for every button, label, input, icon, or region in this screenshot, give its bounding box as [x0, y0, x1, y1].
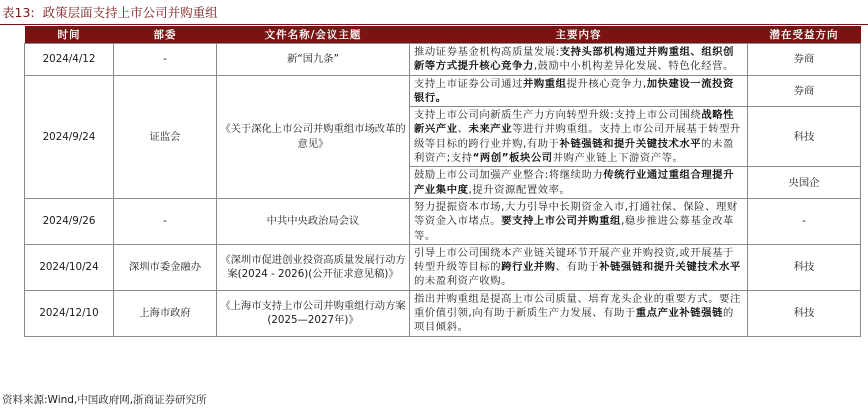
highlight-text: “两创”板块公司 — [472, 152, 553, 165]
table-row — [25, 244, 861, 290]
policy-table — [24, 26, 861, 337]
row-beneficiary: 券商 — [748, 44, 861, 76]
content-text: ,鼓励中小机构差异化发展、特色化经营。 — [533, 60, 734, 73]
content-text: 并购产业链上下游资产等。 — [552, 152, 684, 165]
row-content — [410, 244, 748, 290]
content-text: 鼓励上市公司加强产业整合:将继续助力 — [414, 169, 604, 182]
row-ministry: - — [114, 198, 217, 244]
header-document: 文件名称/会议主题 — [217, 26, 410, 44]
row-beneficiary: 央国企 — [748, 167, 861, 199]
row-beneficiary: 科技 — [748, 107, 861, 167]
content-text: 引导上市公司围绕本产业链关键环节开展产业并购投资,或开展基于转型升级等目标的 — [414, 246, 734, 274]
row-date: 2024/10/24 — [25, 244, 114, 290]
row-content — [410, 198, 748, 244]
highlight-text: 补链强链和提升关键技术水平 — [559, 137, 702, 150]
content-text: 的未盈利资产收购。 — [414, 275, 513, 288]
content-text: ,稳步推进公募基金改革等。 — [414, 215, 734, 242]
content-text: 等进行并购重组。支持上市公司开展基于转型升级等目标的跨行业并购,有助于 — [414, 123, 741, 150]
highlight-text: 补链强链和提升关键技术水平 — [599, 261, 741, 274]
highlight-text: 要支持上市公司并购重组 — [501, 215, 622, 228]
row-date: 2024/9/24 — [25, 75, 114, 198]
header-date: 时间 — [25, 26, 114, 44]
highlight-text: 支持头部机构通过并购重组、组织创新等方式提升核心竞争力 — [414, 46, 735, 73]
header-ministry: 部委 — [114, 26, 217, 44]
row-document: 《深圳市促进创业投资高质量发展行动方案(2024 - 2026)(公开征求意见稿)》 — [217, 244, 410, 290]
content-text: ,提升资源配置效率。 — [468, 183, 571, 196]
row-content — [410, 290, 748, 336]
highlight-text: 未来产业 — [468, 123, 513, 136]
row-document: 新“国九条” — [217, 44, 410, 76]
highlight-text: 战略性新兴产业 — [414, 109, 735, 136]
content-text: 的项目倾斜。 — [414, 307, 734, 334]
content-text: 、 — [457, 123, 469, 136]
highlight-text: 重点产业补链强链 — [635, 307, 723, 320]
header-beneficiary: 潜在受益方向 — [748, 26, 861, 44]
table-row — [25, 290, 861, 336]
highlight-text: 传统行业通过重组合理提升产业集中度 — [414, 169, 735, 196]
content-text: 的未盈利资产;支持 — [414, 137, 734, 165]
table-body — [25, 44, 861, 337]
caption-rule — [0, 24, 868, 25]
row-beneficiary: - — [748, 198, 861, 244]
row-beneficiary: 科技 — [748, 290, 861, 336]
highlight-text: 并购重组 — [522, 77, 567, 90]
content-text: 支持上市证券公司通过 — [414, 77, 523, 90]
row-ministry: 上海市政府 — [114, 290, 217, 336]
table-row — [25, 198, 861, 244]
source-note: 资料来源:Wind,中国政府网,浙商证券研究所 — [2, 394, 207, 406]
table-title: 政策层面支持上市公司并购重组 — [42, 5, 218, 20]
row-beneficiary: 科技 — [748, 244, 861, 290]
row-ministry: - — [114, 44, 217, 76]
row-date: 2024/12/10 — [25, 290, 114, 336]
highlight-text: 加快建设一流投资银行。 — [414, 77, 734, 104]
content-text: 支持上市公司向新质生产力方向转型升级:支持上市公司围绕 — [414, 109, 702, 122]
content-text: 推动证券基金机构高质量发展: — [414, 46, 560, 58]
table-caption — [2, 4, 218, 22]
row-content — [410, 44, 748, 76]
row-date: 2024/4/12 — [25, 44, 114, 76]
row-document: 中共中央政治局会议 — [217, 198, 410, 244]
header-row — [25, 26, 861, 44]
row-content — [410, 167, 748, 199]
highlight-text: 跨行业并购 — [501, 261, 556, 274]
table-number: 表13: — [2, 5, 35, 20]
content-text: 提升核心竞争力, — [566, 77, 647, 90]
content-text: 努力提振资本市场,大力引导中长期资金入市,打通社保、保险、理财等资金入市堵点。 — [414, 200, 738, 228]
row-beneficiary: 券商 — [748, 75, 861, 107]
table-row — [25, 44, 861, 76]
row-ministry: 深圳市委金融办 — [114, 244, 217, 290]
row-document: 《上海市支持上市公司并购重组行动方案(2025—2027年)》 — [217, 290, 410, 336]
content-text: 指出并购重组是提高上市公司质量、培育龙头企业的重要方式。要注重价值引领,向有助于新质生产力发展、有助于 — [414, 292, 741, 320]
row-document: 《关于深化上市公司并购重组市场改革的意见》 — [217, 75, 410, 198]
row-content — [410, 75, 748, 107]
row-content — [410, 107, 748, 167]
row-date: 2024/9/26 — [25, 198, 114, 244]
row-ministry: 证监会 — [114, 75, 217, 198]
table-row — [25, 75, 861, 107]
header-content: 主要内容 — [410, 26, 748, 44]
content-text: 、有助于 — [555, 261, 600, 274]
